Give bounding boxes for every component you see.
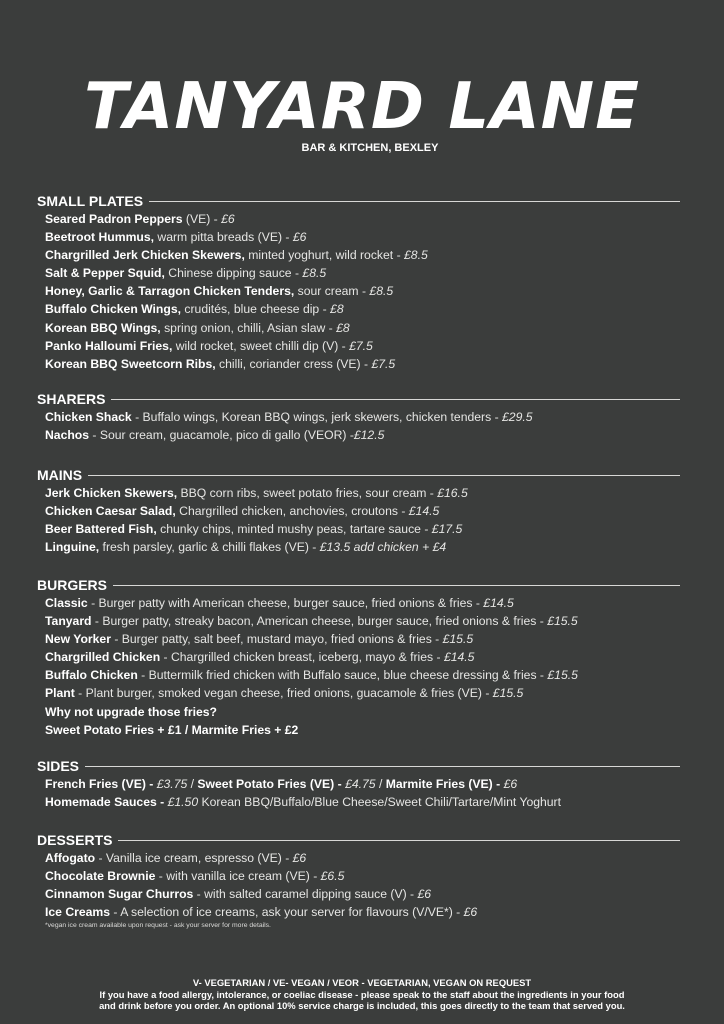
restaurant-title: TANYARD LANE — [84, 70, 640, 144]
divider — [149, 201, 680, 202]
menu-item: Chicken Caesar Salad, Chargrilled chicken, anchovies, croutons - £14.5 — [45, 504, 440, 519]
menu-item: Homemade Sauces - £1.50 Korean BBQ/Buffalo/Blue Cheese/Sweet Chili/Tartare/Mint Yoghurt — [45, 795, 562, 810]
menu-item: Plant - Plant burger, smoked vegan cheese, fried onions, guacamole & fries (VE) - £15.5 — [45, 686, 524, 701]
menu-item: Beetroot Hummus, warm pitta breads (VE) - £6 — [45, 230, 307, 245]
section-sides — [37, 757, 680, 811]
section-heading: SIDES — [37, 757, 680, 775]
menu-item: New Yorker - Burger patty, salt beef, mustard mayo, fried onions & fries - £15.5 — [45, 632, 474, 647]
section-heading: DESSERTS — [37, 831, 680, 849]
dietary-key: V- VEGETARIAN / VE- VEGAN / VEOR - VEGETARIAN, VEGAN ON REQUEST — [192, 977, 532, 988]
menu-item: Cinnamon Sugar Churros - with salted caramel dipping sauce (V) - £6 — [45, 887, 432, 902]
menu-item: Jerk Chicken Skewers, BBQ corn ribs, sweet potato fries, sour cream - £16.5 — [45, 486, 468, 500]
menu-item: Tanyard - Burger patty, streaky bacon, American cheese, burger sauce, fried onions & fries - £15.5 — [45, 614, 578, 629]
section-heading: MAINS — [37, 466, 680, 484]
allergy-notice: If you have a food allergy, intolerance, or coeliac disease - please speak to the staff about the ingredients in your food — [99, 988, 625, 1000]
upgrade-question: Why not upgrade those fries? — [45, 704, 217, 719]
menu-item: Korean BBQ Sweetcorn Ribs, chilli, coriander cress (VE) - £7.5 — [45, 356, 396, 371]
menu-item: Chargrilled Chicken - Chargrilled chicken breast, iceberg, mayo & fries - £14.5 — [45, 650, 475, 665]
divider — [118, 840, 680, 841]
menu-item: Honey, Garlic & Tarragon Chicken Tenders, sour cream - £8.5 — [45, 284, 394, 299]
menu-item: French Fries (VE) - £3.75 / Sweet Potato Fries (VE) - £4.75 / Marmite Fries (VE) - £6 — [45, 777, 518, 791]
divider — [88, 475, 680, 476]
menu-item: Chocolate Brownie - with vanilla ice cream (VE) - £6.5 — [45, 869, 345, 884]
divider — [111, 399, 680, 400]
menu-item: Salt & Pepper Squid, Chinese dipping sauce - £8.5 — [45, 266, 327, 281]
menu-item: Buffalo Chicken Wings, crudités, blue cheese dip - £8 — [45, 302, 344, 317]
vegan-ice-cream-note: *vegan ice cream available upon request - ask your server for more details. — [45, 922, 271, 930]
restaurant-subtitle: BAR & KITCHEN, BEXLEY — [301, 142, 439, 154]
menu-item: Affogato - Vanilla ice cream, espresso (VE) - £6 — [45, 851, 307, 865]
menu-item: Nachos - Sour cream, guacamole, pico di gallo (VEOR) -£12.5 — [45, 428, 385, 443]
service-charge-notice: and drink before you order. An optional 10% service charge is included, this goes directly to the team that served you. — [99, 1000, 625, 1011]
menu-item: Korean BBQ Wings, spring onion, chilli, Asian slaw - £8 — [45, 320, 350, 335]
section-desserts — [37, 831, 680, 929]
footer — [0, 977, 724, 1012]
section-small-plates — [37, 192, 680, 373]
divider — [113, 585, 680, 586]
section-burgers — [37, 576, 680, 739]
section-heading: SHARERS — [37, 390, 680, 408]
section-heading: SMALL PLATES — [37, 192, 680, 210]
menu-item: Linguine, fresh parsley, garlic & chilli flakes (VE) - £13.5 add chicken + £4 — [45, 540, 447, 555]
section-sharers — [37, 390, 680, 444]
menu-item: Beer Battered Fish, chunky chips, minted mushy peas, tartare sauce - £17.5 — [45, 522, 463, 537]
menu-item: Chicken Shack - Buffalo wings, Korean BBQ wings, jerk skewers, chicken tenders - £29.5 — [45, 410, 533, 424]
section-mains — [37, 466, 680, 556]
section-heading: BURGERS — [37, 576, 680, 594]
menu-item: Panko Halloumi Fries, wild rocket, sweet chilli dip (V) - £7.5 — [45, 338, 373, 353]
menu-item: Chargrilled Jerk Chicken Skewers, minted yoghurt, wild rocket - £8.5 — [45, 248, 428, 263]
menu-item: Classic - Burger patty with American cheese, burger sauce, fried onions & fries - £14.5 — [45, 596, 514, 610]
menu-item: Ice Creams - A selection of ice creams, ask your server for flavours (V/VE*) - £6 — [45, 905, 478, 920]
divider — [85, 766, 680, 767]
menu-item: Seared Padron Peppers (VE) - £6 — [45, 212, 235, 226]
upgrade-options: Sweet Potato Fries + £1 / Marmite Fries + £2 — [45, 722, 299, 737]
menu-item: Buffalo Chicken - Buttermilk fried chicken with Buffalo sauce, blue cheese dressing & fries - £15.5 — [45, 668, 578, 683]
